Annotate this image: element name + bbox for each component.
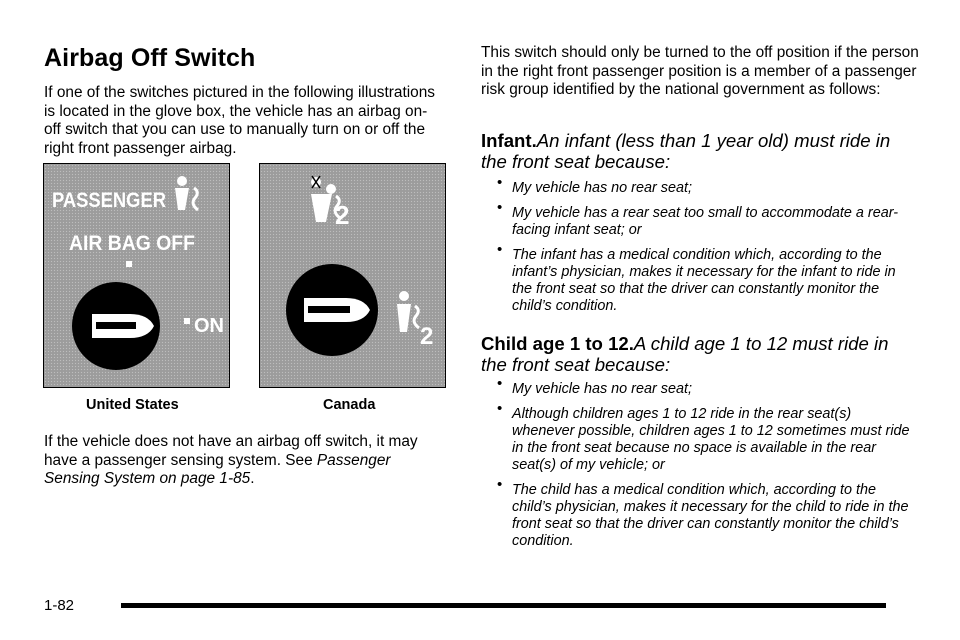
seat-number-bottom: 2	[420, 323, 434, 350]
sensing-system-end: .	[250, 470, 255, 488]
group-child	[481, 333, 911, 375]
airbag-person-icon	[397, 291, 419, 332]
infant-bullet-list	[497, 180, 917, 323]
sensing-system-text: If the vehicle does not have an airbag off switch, it may have a passenger sensing system. See	[44, 433, 418, 469]
page-number: 1-82	[44, 597, 75, 614]
group-infant	[481, 130, 911, 172]
sensing-system-paragraph	[44, 433, 444, 489]
footer-rule	[121, 603, 886, 608]
caption-united-states: United States	[86, 397, 179, 413]
key-switch-icon	[72, 282, 160, 370]
list-item: • My vehicle has no rear seat;	[497, 180, 917, 197]
figure-united-states	[43, 163, 230, 388]
page-title: Airbag Off Switch	[44, 44, 256, 72]
group-child-description: A child age 1 to 12 must ride in the front seat because:	[481, 333, 889, 375]
seat-number-top: 2	[335, 200, 350, 230]
child-bullet-list	[497, 381, 917, 558]
group-child-label: Child age 1 to 12.	[481, 333, 634, 354]
on-label: ON	[194, 315, 224, 337]
caption-canada: Canada	[323, 397, 376, 413]
list-item: • The infant has a medical condition which, according to the infant’s physician, makes it necessary for the infant to ride in the front seat so that the driver can constantly monitor the child’s condition.	[497, 247, 917, 315]
airbag-person-icon	[175, 176, 198, 210]
risk-group-intro: This switch should only be turned to the off position if the person in the right front passenger position is a member of a passenger risk group identified by the national government as follows:	[481, 44, 919, 99]
right-column	[481, 44, 921, 100]
off-indicator-dot	[126, 261, 132, 267]
intro-paragraph: If one of the switches pictured in the following illustrations is located in the glove box, the vehicle has an airbag on-off switch that you can use to manually turn on or off the right front passenger airbag.	[44, 84, 435, 157]
passenger-label: PASSENGER	[52, 189, 166, 212]
group-infant-description: An infant (less than 1 year old) must ride in the front seat because:	[481, 130, 891, 172]
list-item: • Although children ages 1 to 12 ride in the rear seat(s) whenever possible, children ages 1 to 12 sometimes must ride in the front seat because no space is available in the rear seat(s) of my vehicle; or	[497, 406, 917, 474]
airbag-off-label: AIR BAG OFF	[69, 232, 196, 255]
list-item: • My vehicle has a rear seat too small to accommodate a rear-facing infant seat; or	[497, 205, 917, 239]
key-switch-icon	[286, 264, 378, 356]
on-indicator-dot	[184, 318, 190, 324]
figure-canada	[259, 163, 446, 388]
list-item: • My vehicle has no rear seat;	[497, 381, 917, 398]
sensing-system-reference: Passenger Sensing System on page 1-85	[44, 451, 391, 488]
list-item: • The child has a medical condition which, according to the child’s physician, makes it necessary for the child to ride in the front seat so that the driver can constantly monitor the child’s condition.	[497, 482, 917, 550]
group-infant-label: Infant.	[481, 130, 537, 151]
